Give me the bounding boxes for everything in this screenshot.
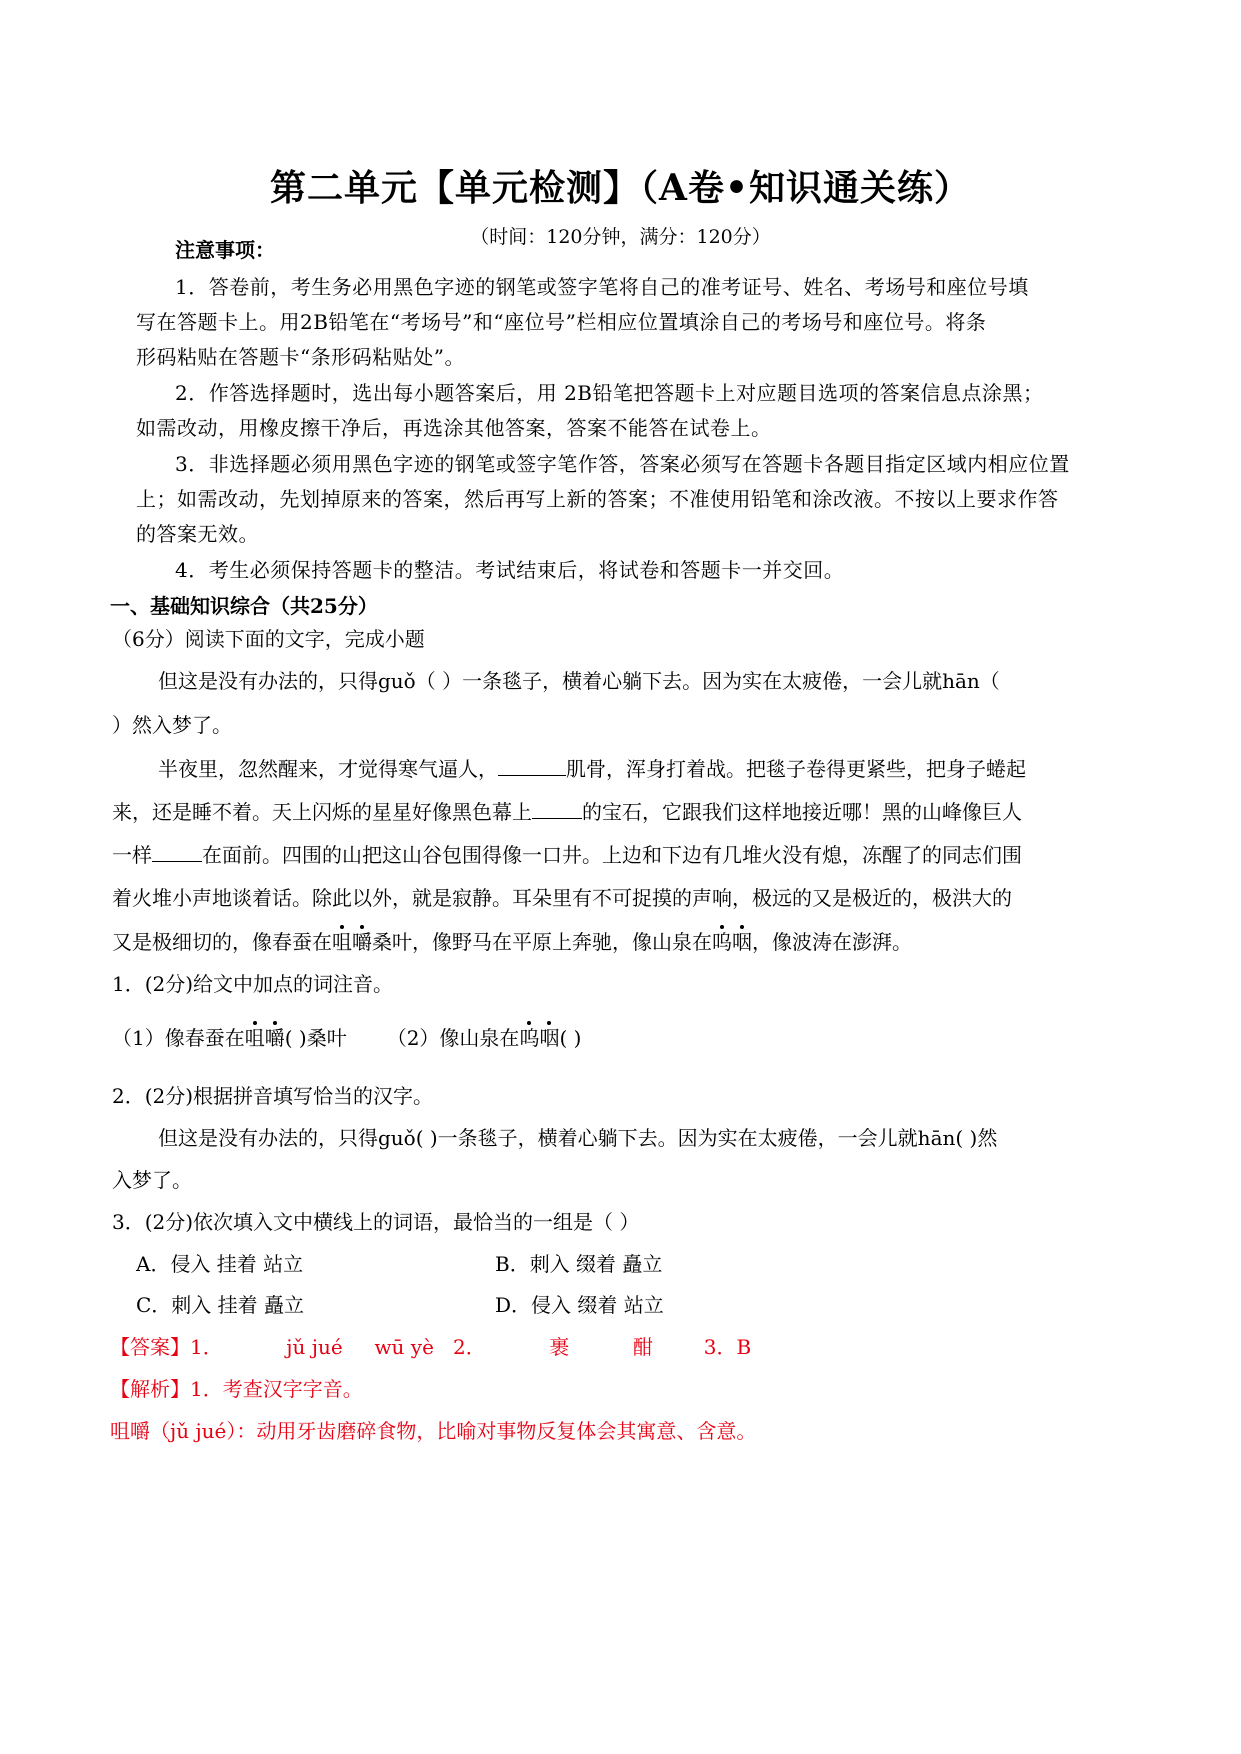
section-heading: 一、基础知识综合（共25分） xyxy=(110,594,378,618)
dotted-char: 咀 xyxy=(244,1026,265,1050)
passage-line xyxy=(158,755,1026,783)
passage-line: ）然入梦了。 xyxy=(112,713,232,737)
notice-line: 上；如需改动，先划掉原来的答案，然后再写上新的答案；不准使用铅笔和涂改液。不按以上要求作答 xyxy=(136,487,1059,511)
answer-line xyxy=(110,1333,751,1361)
q1-part1-text: （1）像春蚕在 xyxy=(112,1026,245,1050)
notice-line: 写在答题卡上。用2B铅笔在“考场号”和“座位号”栏相应位置填涂自己的考场号和座位号。将条 xyxy=(136,310,987,334)
passage-text: 肌骨，浑身打着战。把毯子卷得更紧些，把身子蜷起 xyxy=(566,757,1026,781)
notice-line: 3．非选择题必须用黑色字迹的钢笔或签字笔作答，答案必须写在答题卡各题目指定区域内相应位置 xyxy=(175,452,1070,476)
answer-label: 【答案】 xyxy=(110,1335,190,1359)
passage-text: 一样 xyxy=(112,843,152,867)
analysis-text: 1．考查汉字字音。 xyxy=(190,1377,363,1401)
notice-line: 2．作答选择题时，选出每小题答案后，用 2B铅笔把答题卡上对应题目选项的答案信息点涂黑； xyxy=(175,381,1044,405)
notice-line: 如需改动，用橡皮擦干净后，再选涂其他答案，答案不能答在试卷上。 xyxy=(136,416,772,440)
section-intro: （6分）阅读下面的文字，完成小题 xyxy=(112,627,425,651)
notice-line: 4．考生必须保持答题卡的整洁。考试结束后，将试卷和答题卡一并交回。 xyxy=(175,558,845,582)
notice-line: 1．答卷前，考生务必用黑色字迹的钢笔或签字笔将自己的准考证号、姓名、考场号和座位号填 xyxy=(175,275,1029,299)
analysis-detail: 咀嚼（jǔ jué）：动用牙齿磨碎食物，比喻对事物反复体会其寓意、含意。 xyxy=(110,1419,757,1443)
question-2-stem: 2．(2分)根据拼音填写恰当的汉字。 xyxy=(112,1084,434,1108)
question-2-line: 但这是没有办法的，只得guǒ( )一条毯子，横着心躺下去。因为实在太疲倦，一会儿就hān( )然 xyxy=(158,1126,998,1150)
option-b: B．刺入 缀着 矗立 xyxy=(495,1252,663,1276)
option-c: C．刺入 挂着 矗立 xyxy=(136,1293,305,1317)
dotted-char: 呜 xyxy=(519,1026,540,1050)
passage-line xyxy=(112,798,1022,826)
exam-time-info: （时间：120分钟，满分：120分） xyxy=(470,226,771,248)
question-1-parts xyxy=(112,1024,581,1052)
passage-text: 又是极细切的，像春蚕在 xyxy=(112,930,332,954)
question-1-stem: 1．(2分)给文中加点的词注音。 xyxy=(112,972,394,996)
fill-blank-2 xyxy=(532,800,582,819)
analysis-line xyxy=(110,1375,363,1403)
q1-part2-text: （2）像山泉在 xyxy=(386,1026,520,1050)
answer-text: 1． jǔ jué wū yè 2． 裹 酣 3．B xyxy=(190,1335,752,1359)
fill-blank-1 xyxy=(498,757,566,776)
dotted-char: 呜 xyxy=(712,930,732,954)
dotted-char: 咀 xyxy=(332,930,352,954)
analysis-label: 【解析】 xyxy=(110,1377,190,1401)
question-2-line: 入梦了。 xyxy=(112,1168,192,1192)
passage-line: 但这是没有办法的，只得guǒ（ ）一条毯子，横着心躺下去。因为实在太疲倦，一会儿就hān（ xyxy=(158,669,1000,693)
page-title: 第二单元【单元检测】（A卷•知识通关练） xyxy=(270,167,971,209)
passage-line: 着火堆小声地谈着话。除此以外，就是寂静。耳朵里有不可捉摸的声响，极远的又是极近的，极洪大的 xyxy=(112,886,1012,910)
dotted-char: 咽 xyxy=(539,1026,560,1050)
dotted-char: 嚼 xyxy=(264,1026,285,1050)
q1-part1-answer: ( )桑叶 xyxy=(284,1026,347,1050)
passage-text: 桑叶，像野马在平原上奔驰，像山泉在 xyxy=(372,930,712,954)
fill-blank-3 xyxy=(152,843,202,862)
dotted-char: 嚼 xyxy=(352,930,372,954)
option-d: D．侵入 缀着 站立 xyxy=(495,1293,664,1317)
question-3-stem: 3．(2分)依次填入文中横线上的词语，最恰当的一组是（ ） xyxy=(112,1210,640,1234)
passage-text: 在面前。四围的山把这山谷包围得像一口井。上边和下边有几堆火没有熄，冻醒了的同志们围 xyxy=(202,843,1022,867)
notice-line: 形码粘贴在答题卡“条形码粘贴处”。 xyxy=(136,345,465,369)
notice-heading: 注意事项： xyxy=(175,238,275,262)
notice-line: 的答案无效。 xyxy=(136,522,259,546)
passage-text: 半夜里，忽然醒来，才觉得寒气逼人， xyxy=(158,757,498,781)
passage-line xyxy=(112,928,912,956)
passage-text: 来，还是睡不着。天上闪烁的星星好像黑色幕上 xyxy=(112,800,532,824)
passage-text: ，像波涛在澎湃。 xyxy=(752,930,912,954)
dotted-char: 咽 xyxy=(732,930,752,954)
passage-text: 的宝石，它跟我们这样地接近哪！黑的山峰像巨人 xyxy=(582,800,1022,824)
passage-line xyxy=(112,841,1022,869)
q1-part2-answer: ( ) xyxy=(559,1026,582,1050)
option-a: A．侵入 挂着 站立 xyxy=(136,1252,304,1276)
